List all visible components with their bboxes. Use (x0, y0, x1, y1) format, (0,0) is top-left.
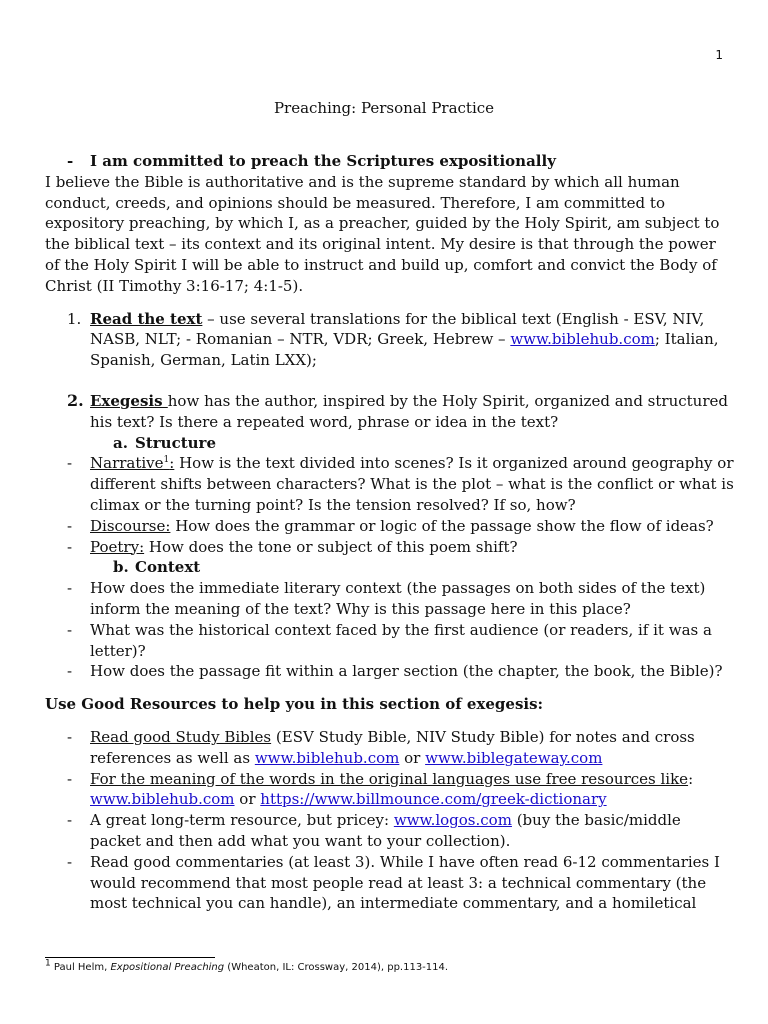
footnote-ref[interactable]: 1 (163, 455, 170, 466)
list-item (45, 578, 735, 620)
list-number: 2. (67, 390, 84, 410)
list-item (45, 516, 735, 537)
biblehub-link[interactable]: www.biblehub.com (90, 790, 235, 809)
biblegateway-link[interactable]: www.biblegateway.com (425, 748, 603, 767)
original-languages-label: For the meaning of the words in the original languages use free resources like (90, 769, 689, 788)
read-text-after: ; Italian, Spanish, German, Latin LXX); (90, 330, 719, 370)
bullet-marker: - (67, 537, 73, 556)
structure-heading-text: Structure (135, 433, 216, 452)
poetry-text: How does the tone or subject of this poem shift? (144, 537, 518, 556)
sub-marker: b. (113, 558, 129, 577)
bullet-marker: - (67, 662, 73, 681)
structure-heading (45, 433, 735, 454)
footnote-rest: (Wheaton, IL: Crossway, 2014), pp.113-114. (224, 962, 449, 973)
read-text-label: Read the text (90, 309, 203, 328)
list-number: 1. (67, 309, 82, 328)
context-item-text: What was the historical context faced by the first audience (or readers, if it was a letter)? (90, 620, 712, 660)
list-item (45, 769, 735, 811)
billmounce-link[interactable]: https://www.billmounce.com/greek-dictionary (260, 790, 607, 809)
footnote-mark: 1 (45, 958, 51, 969)
resources-heading: Use Good Resources to help you in this section of exegesis: (45, 695, 544, 714)
bullet-marker: - (67, 454, 73, 473)
discourse-text: How does the grammar or logic of the passage show the flow of ideas? (170, 516, 714, 535)
document-title: Preaching: Personal Practice (273, 99, 495, 117)
poetry-label: Poetry: (90, 537, 145, 556)
page-number: 1 (715, 48, 723, 62)
bullet-marker: - (67, 727, 73, 746)
bullet-marker: - (67, 516, 73, 535)
list-item (45, 727, 735, 769)
list-item-exegesis (45, 391, 735, 433)
context-heading-text: Context (135, 558, 201, 577)
list-item (45, 852, 735, 914)
narrative-text: How is the text divided into scenes? Is it organized around geography or different shifts between characters? What is the plot – what is the conflict or what is climax or the turning point? Is the tension resolved? If so, how? (90, 454, 734, 514)
bullet-marker: - (67, 811, 73, 830)
list-item (45, 620, 735, 662)
footnote-separator (45, 957, 215, 958)
list-item-read-text (45, 309, 735, 371)
biblehub-link[interactable]: www.biblehub.com (254, 748, 400, 767)
section-heading (45, 151, 735, 172)
context-item-text: How does the immediate literary context (the passages on both sides of the text) inform the meaning of the text? Why is this passage here in this place? (90, 579, 706, 618)
bullet-marker: - (67, 620, 73, 639)
section-heading-text: I am committed to preach the Scriptures expositionally (90, 152, 556, 170)
logos-text: A great long-term resource, but pricey: (90, 811, 394, 830)
intro-paragraph: I believe the Bible is authoritative and is the supreme standard by which all human conduct, creeds, and opinions should be measured. Therefore, I am committed to expository preaching, by which I, as a preacher, guided by the Holy Spirit, am subject to the biblical text – its context and its original intent. My desire is that through the power of the Holy Spirit I will be able to instruct and build up, comfort and convict the Body of Christ (II Timothy 3:16-17; 4:1-5). (45, 172, 720, 295)
bullet-marker: - (67, 579, 73, 598)
logos-link[interactable]: www.logos.com (393, 811, 512, 830)
list-item (45, 453, 735, 515)
document-body (45, 151, 735, 914)
footnote-book: Expositional Preaching (110, 962, 225, 973)
or-text: or (399, 748, 426, 767)
sub-marker: a. (113, 433, 128, 452)
exegesis-body: how has the author, inspired by the Holy Spirit, organized and structured his text? Is there a repeated word, phrase or idea in the text? (90, 391, 728, 431)
bullet-marker: - (67, 769, 73, 788)
study-bibles-label: Read good Study Bibles (90, 727, 272, 746)
list-item (45, 661, 735, 682)
colon-text: : (688, 769, 694, 788)
list-item (45, 810, 735, 852)
commentaries-text: Read good commentaries (at least 3). While I have often read 6-12 commentaries I would recommend that most people read at least 3: a technical commentary (the most technical you can handle), an intermediate commentary, and a homiletical (90, 852, 720, 913)
footnote (45, 958, 449, 973)
bullet-marker: - (67, 852, 73, 871)
logos-after: (buy the basic/middle packet and then add what you want to your collection). (90, 811, 681, 850)
narrative-label: Narrative$^1$: (90, 454, 175, 473)
context-heading (45, 557, 735, 578)
or-text: or (234, 790, 261, 809)
context-item-text: How does the passage fit within a larger section (the chapter, the book, the Bible)? (90, 662, 723, 681)
exegesis-label: Exegesis (90, 391, 168, 410)
list-item (45, 537, 735, 558)
footnote-author: Paul Helm, (50, 962, 111, 973)
discourse-label: Discourse: (90, 516, 171, 535)
study-bibles-text: (ESV Study Bible, NIV Study Bible) for notes and cross references as well as (90, 727, 695, 767)
read-text-body: – use several translations for the biblical text (English - ESV, NIV, NASB, NLT; - Romanian – NTR, VDR; Greek, Hebrew – (90, 309, 705, 349)
biblehub-link[interactable]: www.biblehub.com (510, 330, 655, 349)
bullet-marker: - (67, 152, 74, 170)
